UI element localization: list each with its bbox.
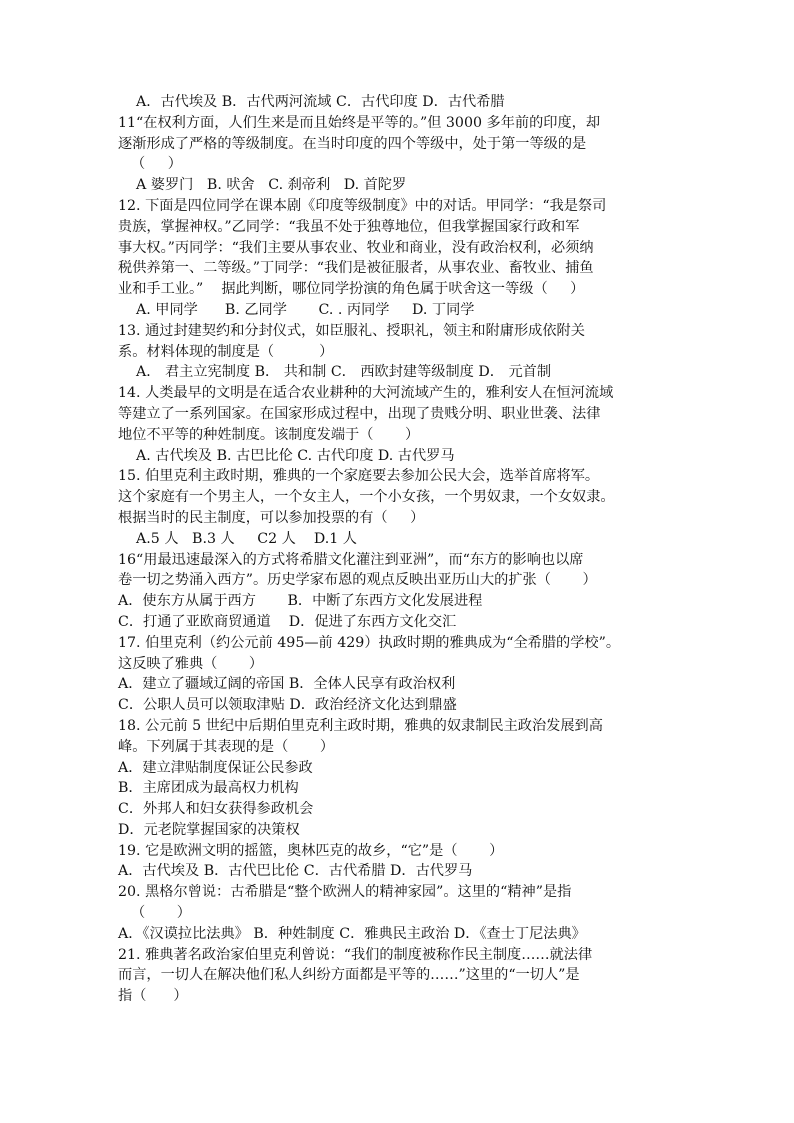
question-text: 税供养第一、二等级。”丁同学：“我们是被征服者，从事农业、畜牧业、捕鱼 (118, 260, 594, 277)
question-15: 15. 伯里克利主政时期，雅典的一个家庭要去参加公民大会，选举首席将军。 (118, 468, 600, 485)
option-line: A．古代埃及 B．古代巴比伦 C．古代希腊 D．古代罗马 (118, 863, 473, 880)
question-text: 这个家庭有一个男主人，一个女主人，一个小女孩，一个男奴隶，一个女奴隶。 (118, 489, 615, 506)
question-20: 20. 黑格尔曾说：古希腊是“整个欧洲人的精神家园”。这里的“精神”是指 (118, 884, 572, 901)
question-text: 而言，一切人在解决他们私人纠纷方面都是平等的……”这里的“一切人”是 (118, 967, 580, 984)
question-18: 18. 公元前 5 世纪中后期伯里克利主政时期，雅典的奴隶制民主政治发展到高 (118, 717, 603, 734)
option-line: C．公职人员可以领取津贴 D．政治经济文化达到鼎盛 (118, 697, 457, 714)
option-line: C．打通了亚欧商贸通道 D．促进了东西方文化交汇 (118, 613, 457, 630)
question-text: 这反映了雅典（ ） (118, 655, 264, 672)
question-text: 峰。下列属于其表现的是（ ） (118, 738, 335, 755)
answer-blank: （ ） (131, 905, 191, 922)
option-line: A．古代埃及 B．古代两河流域 C．古代印度 D．古代希腊 (118, 94, 505, 110)
option-line: C．外邦人和妇女获得参政机会 (118, 801, 314, 818)
option-line: A 婆罗门 B. 吠舍 C. 刹帝利 D. 首陀罗 (118, 177, 407, 194)
question-text: 卷一切之势涌入西方”。历史学家布恩的观点反映出亚历山大的扩张（ ） (118, 572, 597, 589)
question-text: 指（ ） (118, 988, 188, 1005)
question-text: 等建立了一系列国家。在国家形成过程中，出现了贵贱分明、职业世袭、法律 (118, 405, 601, 422)
question-text: 贵族，掌握神权。”乙同学：“我虽不处于独尊地位，但我掌握国家行政和军 (118, 218, 580, 235)
question-14: 14. 人类最早的文明是在适合农业耕种的大河流域产生的，雅利安人在恒河流域 (118, 385, 614, 402)
question-text: 系。材料体现的制度是（ ） (118, 343, 334, 360)
question-11: 11“在权利方面，人们生来是而且始终是平等的。”但 3000 多年前的印度，却 (118, 114, 601, 131)
question-17: 17. 伯里克利（约公元前 495—前 429）执政时期的雅典成为“全希腊的学校”。 (118, 634, 621, 651)
option-line: A. 甲同学 B. 乙同学 C. . 丙同学 D. 丁同学 (118, 301, 475, 318)
question-19: 19. 它是欧洲文明的摇篮，奥林匹克的故乡，“它”是（ ） (118, 842, 504, 859)
option-line: A．使东方从属于西方 B．中断了东西方文化发展进程 (118, 593, 483, 610)
option-line: A.5 人 B.3 人 C2 人 D.1 人 (118, 530, 357, 547)
question-21: 21. 雅典著名政治家伯里克利曾说：“我们的制度被称作民主制度……就法律 (118, 946, 593, 963)
option-line: A．建立津贴制度保证公民参政 (118, 759, 313, 776)
question-13: 13. 通过封建契约和分封仪式，如臣服礼、授职礼，领主和附庸形成依附关 (118, 322, 585, 339)
document-page (118, 92, 688, 1007)
question-text: 逐渐形成了严格的等级制度。在当时印度的四个等级中，处于第一等级的是 (118, 135, 587, 152)
question-text: 根据当时的民主制度，可以参加投票的有（ ） (118, 509, 425, 526)
option-line: B．主席团成为最高权力机构 (118, 780, 299, 797)
option-line: A．建立了疆域辽阔的帝国 B．全体人民享有政治权利 (118, 676, 456, 693)
question-text: 地位不平等的种姓制度。该制度发端于（ ） (118, 426, 420, 443)
question-text: 业和手工业。” 据此判断，哪位同学扮演的角色属于吠舍这一等级（ ） (118, 281, 585, 298)
answer-blank: （ ） (131, 156, 182, 173)
option-line: D．元老院掌握国家的决策权 (118, 821, 300, 838)
option-line: A．《汉谟拉比法典》 B．种姓制度 C．雅典民主政治 D．《查士丁尼法典》 (118, 925, 586, 942)
option-line: A. 古代埃及 B. 古巴比伦 C. 古代印度 D. 古代罗马 (118, 447, 455, 464)
question-16: 16“用最迅速最深入的方式将希腊文化灌注到亚洲”，而“东方的影响也以席 (118, 551, 584, 568)
option-line: A． 君主立宪制度 B． 共和制 C． 西欧封建等级制度 D． 元首制 (118, 364, 552, 381)
question-text: 事大权。”丙同学：“我们主要从事农业、牧业和商业，没有政治权利，必须纳 (118, 239, 594, 256)
question-12: 12. 下面是四位同学在课本剧《印度等级制度》中的对话。甲同学：“我是祭司 (118, 197, 607, 214)
